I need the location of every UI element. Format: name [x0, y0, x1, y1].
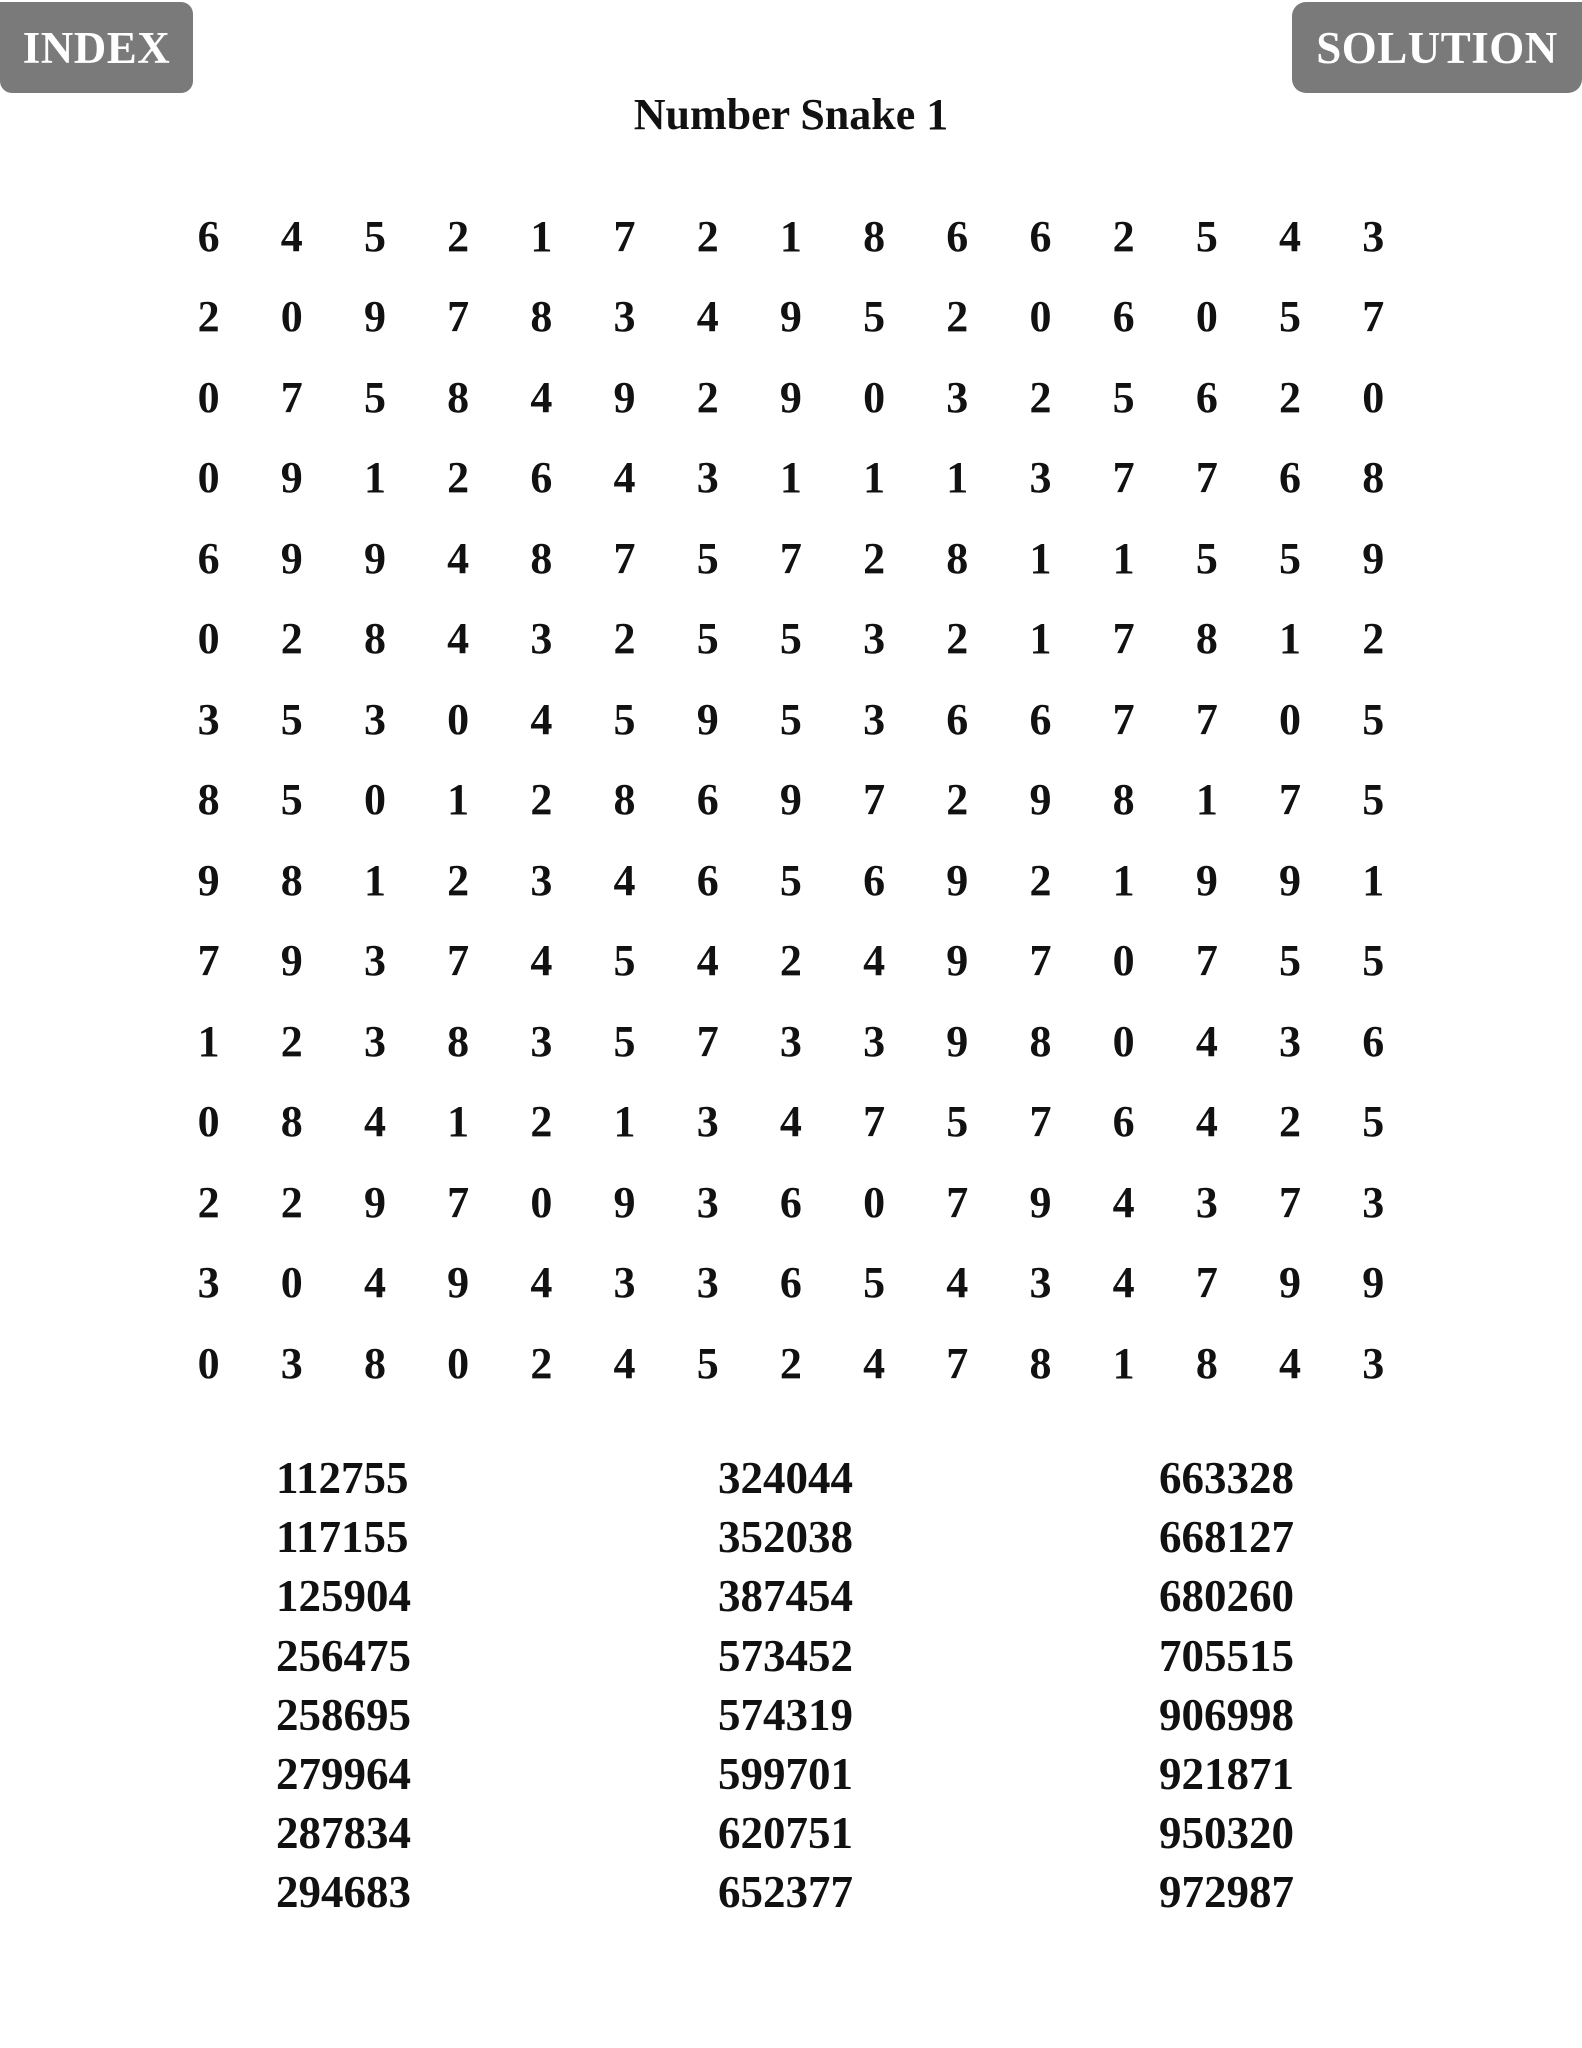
grid-cell: 7: [1029, 1097, 1052, 1147]
grid-cell: 9: [946, 936, 969, 986]
grid-cell: 8: [1195, 614, 1218, 664]
grid-cell: 3: [1029, 453, 1052, 503]
grid-cell: 5: [1195, 211, 1218, 261]
grid-cell: 5: [779, 694, 802, 744]
grid-cell: 7: [1112, 453, 1135, 503]
grid-cell: 6: [779, 1177, 802, 1227]
grid-cell: 5: [696, 533, 719, 583]
grid-cell: 8: [280, 855, 303, 905]
grid-cell: 7: [1112, 614, 1135, 664]
grid-cell: 7: [863, 775, 886, 825]
grid-cell: 5: [779, 614, 802, 664]
grid-cell: 2: [1029, 372, 1052, 422]
grid-cell: 9: [1029, 1177, 1052, 1227]
word-list-item: 117155: [276, 1512, 409, 1563]
grid-cell: 5: [363, 211, 386, 261]
word-list-item: 294683: [276, 1867, 411, 1918]
grid-cell: 7: [1362, 292, 1385, 342]
grid-cell: 6: [1112, 1097, 1135, 1147]
grid-cell: 1: [1112, 855, 1135, 905]
grid-cell: 1: [363, 855, 386, 905]
grid-cell: 3: [946, 372, 969, 422]
grid-cell: 4: [696, 292, 719, 342]
grid-cell: 7: [1279, 775, 1302, 825]
grid-cell: 8: [1195, 1338, 1218, 1388]
grid-cell: 0: [197, 1338, 220, 1388]
grid-cell: 3: [863, 614, 886, 664]
grid-cell: 3: [779, 1016, 802, 1066]
grid-cell: 2: [280, 614, 303, 664]
grid-cell: 7: [197, 936, 220, 986]
grid-cell: 4: [530, 936, 553, 986]
grid-cell: 3: [696, 1258, 719, 1308]
grid-cell: 5: [1279, 292, 1302, 342]
grid-cell: 7: [447, 1177, 470, 1227]
grid-cell: 5: [613, 936, 636, 986]
grid-cell: 9: [613, 1177, 636, 1227]
grid-cell: 9: [696, 694, 719, 744]
grid-cell: 7: [613, 533, 636, 583]
grid-cell: 5: [280, 775, 303, 825]
grid-cell: 4: [447, 614, 470, 664]
grid-cell: 7: [946, 1177, 969, 1227]
grid-cell: 1: [363, 453, 386, 503]
grid-cell: 5: [696, 614, 719, 664]
grid-cell: 8: [447, 372, 470, 422]
grid-cell: 3: [1362, 1338, 1385, 1388]
grid-cell: 9: [280, 453, 303, 503]
grid-cell: 4: [863, 936, 886, 986]
word-list-item: 652377: [718, 1867, 853, 1918]
grid-cell: 0: [197, 614, 220, 664]
grid-cell: 7: [280, 372, 303, 422]
word-column-2: [718, 1449, 918, 1923]
grid-cell: 2: [447, 855, 470, 905]
grid-cell: 0: [1112, 1016, 1135, 1066]
grid-cell: 1: [1195, 775, 1218, 825]
grid-cell: 2: [280, 1016, 303, 1066]
grid-cell: 2: [1362, 614, 1385, 664]
word-list-item: 921871: [1159, 1748, 1294, 1799]
grid-cell: 7: [1112, 694, 1135, 744]
grid-cell: 6: [946, 211, 969, 261]
grid-cell: 9: [1279, 1258, 1302, 1308]
grid-cell: 2: [1029, 855, 1052, 905]
word-list-item: 950320: [1159, 1808, 1294, 1859]
grid-cell: 1: [779, 211, 802, 261]
grid-cell: 4: [1195, 1016, 1218, 1066]
grid-cell: 4: [613, 855, 636, 905]
grid-cell: 4: [613, 1338, 636, 1388]
grid-cell: 9: [946, 855, 969, 905]
word-list-item: 573452: [718, 1630, 853, 1681]
word-list-item: 324044: [718, 1453, 853, 1503]
grid-cell: 8: [1029, 1016, 1052, 1066]
word-list-item: 620751: [718, 1808, 853, 1859]
word-list-item: 256475: [276, 1630, 411, 1681]
grid-cell: 5: [1362, 775, 1385, 825]
grid-cell: 0: [280, 292, 303, 342]
grid-cell: 7: [1195, 694, 1218, 744]
grid-cell: 3: [1279, 1016, 1302, 1066]
grid-cell: 6: [779, 1258, 802, 1308]
grid-cell: 3: [1362, 1177, 1385, 1227]
grid-cell: 2: [696, 372, 719, 422]
grid-cell: 6: [197, 533, 220, 583]
grid-cell: 7: [1195, 453, 1218, 503]
grid-cell: 6: [1362, 1016, 1385, 1066]
grid-cell: 6: [197, 211, 220, 261]
grid-cell: 4: [613, 453, 636, 503]
grid-cell: 0: [1112, 936, 1135, 986]
grid-cell: 6: [1195, 372, 1218, 422]
grid-cell: 2: [779, 1338, 802, 1388]
grid-cell: 5: [779, 855, 802, 905]
word-list-item: 352038: [718, 1512, 853, 1563]
word-list-item: 258695: [276, 1689, 411, 1740]
grid-cell: 4: [1195, 1097, 1218, 1147]
grid-cell: 3: [363, 694, 386, 744]
grid-cell: 8: [530, 292, 553, 342]
grid-cell: 9: [280, 936, 303, 986]
grid-cell: 2: [613, 614, 636, 664]
grid-cell: 2: [197, 1177, 220, 1227]
grid-cell: 5: [363, 372, 386, 422]
grid-cell: 0: [863, 1177, 886, 1227]
grid-cell: 3: [1362, 211, 1385, 261]
grid-cell: 3: [696, 1097, 719, 1147]
grid-cell: 2: [1279, 372, 1302, 422]
grid-cell: 2: [779, 936, 802, 986]
grid-cell: 3: [280, 1338, 303, 1388]
grid-cell: 3: [613, 1258, 636, 1308]
grid-cell: 1: [197, 1016, 220, 1066]
grid-cell: 3: [696, 1177, 719, 1227]
grid-cell: 6: [1029, 694, 1052, 744]
grid-cell: 9: [613, 372, 636, 422]
word-list-item: 574319: [718, 1689, 853, 1740]
grid-cell: 4: [1112, 1177, 1135, 1227]
grid-cell: 9: [1362, 533, 1385, 583]
grid-cell: 6: [696, 775, 719, 825]
word-list-item: 125904: [276, 1571, 411, 1622]
grid-cell: 5: [863, 1258, 886, 1308]
grid-cell: 9: [779, 372, 802, 422]
grid-cell: 6: [946, 694, 969, 744]
grid-cell: 7: [1195, 936, 1218, 986]
grid-cell: 9: [946, 1016, 969, 1066]
grid-cell: 9: [1029, 775, 1052, 825]
grid-cell: 6: [863, 855, 886, 905]
grid-cell: 9: [1362, 1258, 1385, 1308]
grid-cell: 7: [779, 533, 802, 583]
page-title: Number Snake 1: [633, 90, 949, 139]
grid-cell: 5: [1279, 533, 1302, 583]
grid-cell: 8: [1362, 453, 1385, 503]
word-list-item: 599701: [718, 1748, 853, 1799]
grid-cell: 3: [863, 1016, 886, 1066]
grid-cell: 8: [447, 1016, 470, 1066]
grid-cell: 0: [197, 372, 220, 422]
grid-cell: 1: [863, 453, 886, 503]
grid-cell: 5: [1279, 936, 1302, 986]
grid-cell: 8: [1112, 775, 1135, 825]
grid-cell: 9: [363, 533, 386, 583]
grid-cell: 0: [1029, 292, 1052, 342]
grid-cell: 3: [197, 694, 220, 744]
grid-cell: 0: [447, 694, 470, 744]
grid-cell: 5: [613, 1016, 636, 1066]
solution-button[interactable]: SOLUTION: [1292, 2, 1582, 93]
grid-cell: 1: [946, 453, 969, 503]
grid-cell: 4: [363, 1097, 386, 1147]
grid-cell: 9: [197, 855, 220, 905]
word-list-item: 972987: [1159, 1867, 1294, 1918]
grid-cell: 2: [447, 211, 470, 261]
grid-cell: 4: [946, 1258, 969, 1308]
grid-cell: 0: [280, 1258, 303, 1308]
word-list-item: 387454: [718, 1571, 853, 1622]
grid-cell: 5: [696, 1338, 719, 1388]
word-column-3: [1159, 1449, 1359, 1923]
grid-cell: 1: [447, 1097, 470, 1147]
grid-cell: 8: [530, 533, 553, 583]
grid-cell: 2: [530, 1338, 553, 1388]
grid-cell: 5: [1362, 936, 1385, 986]
grid-cell: 2: [1279, 1097, 1302, 1147]
grid-cell: 6: [696, 855, 719, 905]
grid-cell: 7: [613, 211, 636, 261]
grid-cell: 2: [530, 1097, 553, 1147]
grid-cell: 2: [1112, 211, 1135, 261]
grid-cell: 0: [197, 1097, 220, 1147]
grid-cell: 3: [1029, 1258, 1052, 1308]
grid-cell: 3: [696, 453, 719, 503]
grid-cell: 2: [696, 211, 719, 261]
grid-cell: 1: [1112, 533, 1135, 583]
word-list-item: 705515: [1159, 1630, 1294, 1681]
grid-cell: 5: [280, 694, 303, 744]
word-list-item: 906998: [1159, 1689, 1294, 1740]
grid-cell: 2: [863, 533, 886, 583]
grid-cell: 9: [779, 775, 802, 825]
grid-cell: 6: [1112, 292, 1135, 342]
grid-cell: 4: [1279, 211, 1302, 261]
grid-cell: 7: [696, 1016, 719, 1066]
grid-cell: 0: [363, 775, 386, 825]
word-list-item: 287834: [276, 1808, 411, 1859]
grid-cell: 4: [530, 372, 553, 422]
grid-cell: 8: [863, 211, 886, 261]
word-list-item: 680260: [1159, 1571, 1294, 1622]
grid-cell: 3: [363, 1016, 386, 1066]
grid-cell: 1: [613, 1097, 636, 1147]
grid-cell: 7: [447, 292, 470, 342]
grid-cell: 3: [530, 614, 553, 664]
grid-cell: 9: [1279, 855, 1302, 905]
grid-cell: 3: [863, 694, 886, 744]
grid-cell: 5: [1362, 1097, 1385, 1147]
grid-cell: 3: [530, 855, 553, 905]
grid-cell: 1: [1362, 855, 1385, 905]
grid-cell: 6: [530, 453, 553, 503]
grid-cell: 0: [863, 372, 886, 422]
grid-cell: 0: [1362, 372, 1385, 422]
grid-cell: 7: [863, 1097, 886, 1147]
grid-cell: 0: [197, 453, 220, 503]
word-list-item: 112755: [276, 1453, 409, 1503]
grid-cell: 9: [363, 1177, 386, 1227]
grid-cell: 7: [946, 1338, 969, 1388]
grid-cell: 8: [197, 775, 220, 825]
grid-cell: 5: [946, 1097, 969, 1147]
grid-cell: 3: [1195, 1177, 1218, 1227]
index-button[interactable]: INDEX: [0, 2, 193, 93]
grid-cell: 2: [946, 775, 969, 825]
grid-cell: 0: [1195, 292, 1218, 342]
grid-cell: 1: [1112, 1338, 1135, 1388]
grid-cell: 8: [363, 1338, 386, 1388]
grid-cell: 2: [280, 1177, 303, 1227]
grid-cell: 4: [447, 533, 470, 583]
grid-cell: 2: [197, 292, 220, 342]
grid-cell: 8: [1029, 1338, 1052, 1388]
grid-cell: 5: [613, 694, 636, 744]
word-column-1: [276, 1449, 476, 1923]
grid-cell: 2: [447, 453, 470, 503]
grid-cell: 1: [1029, 614, 1052, 664]
grid-cell: 0: [447, 1338, 470, 1388]
grid-cell: 7: [1279, 1177, 1302, 1227]
grid-cell: 5: [1362, 694, 1385, 744]
grid-cell: 1: [1029, 533, 1052, 583]
word-list-item: 663328: [1159, 1453, 1294, 1503]
grid-cell: 3: [363, 936, 386, 986]
grid-cell: 7: [1029, 936, 1052, 986]
grid-cell: 7: [1195, 1258, 1218, 1308]
grid-cell: 3: [530, 1016, 553, 1066]
word-list-item: 279964: [276, 1748, 411, 1799]
grid-cell: 9: [363, 292, 386, 342]
grid-cell: 2: [530, 775, 553, 825]
grid-cell: 9: [1195, 855, 1218, 905]
puzzle-grid: [167, 196, 1415, 1404]
grid-cell: 4: [530, 694, 553, 744]
grid-cell: 9: [447, 1258, 470, 1308]
grid-cell: 2: [946, 292, 969, 342]
grid-cell: 8: [363, 614, 386, 664]
grid-cell: 1: [530, 211, 553, 261]
word-list-item: 668127: [1159, 1512, 1294, 1563]
grid-cell: 8: [280, 1097, 303, 1147]
grid-cell: 8: [613, 775, 636, 825]
grid-cell: 1: [779, 453, 802, 503]
grid-cell: 1: [447, 775, 470, 825]
grid-cell: 7: [447, 936, 470, 986]
grid-cell: 8: [946, 533, 969, 583]
grid-cell: 5: [1112, 372, 1135, 422]
grid-cell: 4: [863, 1338, 886, 1388]
grid-cell: 4: [779, 1097, 802, 1147]
grid-cell: 4: [696, 936, 719, 986]
grid-cell: 6: [1029, 211, 1052, 261]
grid-cell: 5: [1195, 533, 1218, 583]
grid-cell: 6: [1279, 453, 1302, 503]
grid-cell: 4: [280, 211, 303, 261]
grid-cell: 4: [1279, 1338, 1302, 1388]
grid-cell: 4: [363, 1258, 386, 1308]
grid-cell: 4: [530, 1258, 553, 1308]
grid-cell: 4: [1112, 1258, 1135, 1308]
grid-cell: 9: [779, 292, 802, 342]
grid-cell: 0: [530, 1177, 553, 1227]
grid-cell: 1: [1279, 614, 1302, 664]
grid-cell: 2: [946, 614, 969, 664]
grid-cell: 9: [280, 533, 303, 583]
grid-cell: 3: [613, 292, 636, 342]
grid-cell: 0: [1279, 694, 1302, 744]
grid-cell: 3: [197, 1258, 220, 1308]
grid-cell: 5: [863, 292, 886, 342]
